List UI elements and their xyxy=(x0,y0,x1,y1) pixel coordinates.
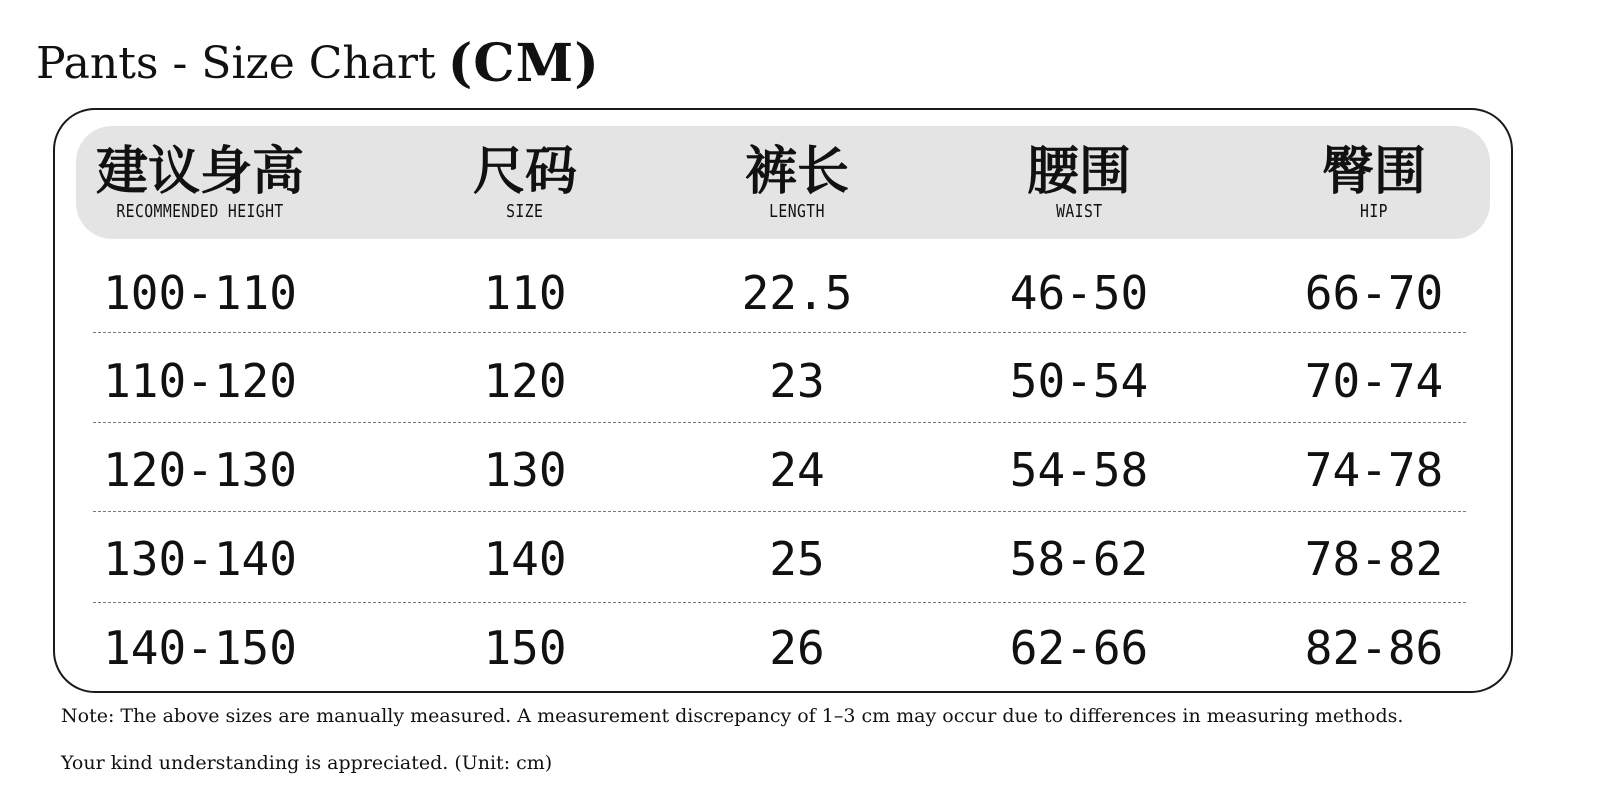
cell-length: 24 xyxy=(769,443,825,497)
cell-hip: 78-82 xyxy=(1304,532,1444,586)
cell-waist: 46-50 xyxy=(1009,266,1149,320)
row-divider xyxy=(93,422,1466,423)
column-header-en: RECOMMENDED HEIGHT xyxy=(116,200,284,222)
cell-waist: 58-62 xyxy=(1009,532,1149,586)
column-header-hip xyxy=(1322,126,1426,239)
column-header-zh: 臀围 xyxy=(1321,141,1427,202)
cell-length: 23 xyxy=(769,354,825,408)
cell-length: 25 xyxy=(769,532,825,586)
cell-size: 120 xyxy=(483,354,567,408)
cell-size: 140 xyxy=(483,532,567,586)
cell-height: 140-150 xyxy=(103,621,297,675)
title-unit: (CM) xyxy=(447,32,600,94)
column-header-en: SIZE xyxy=(506,200,544,222)
cell-height: 110-120 xyxy=(103,354,297,408)
cell-height: 130-140 xyxy=(103,532,297,586)
cell-size: 150 xyxy=(483,621,567,675)
cell-hip: 70-74 xyxy=(1304,354,1444,408)
column-header-zh: 建议身高 xyxy=(95,141,305,202)
column-header-zh: 腰围 xyxy=(1026,141,1132,202)
row-divider xyxy=(93,511,1466,512)
note-line-2: Your kind understanding is appreciated. (Unit: cm) xyxy=(61,752,553,774)
column-header-length xyxy=(745,126,849,239)
column-header-en: HIP xyxy=(1360,200,1388,222)
cell-hip: 66-70 xyxy=(1304,266,1444,320)
column-header-height xyxy=(96,126,304,239)
column-header-size xyxy=(473,126,577,239)
title-text: Pants - Size Chart xyxy=(36,37,436,89)
cell-waist: 54-58 xyxy=(1009,443,1149,497)
row-divider xyxy=(93,332,1466,333)
note-line-1: Note: The above sizes are manually measured. A measurement discrepancy of 1–3 cm may occur due to differences in measuring methods. xyxy=(61,705,1404,727)
cell-height: 120-130 xyxy=(103,443,297,497)
cell-height: 100-110 xyxy=(103,266,297,320)
page-title xyxy=(36,28,600,98)
cell-length: 26 xyxy=(769,621,825,675)
cell-hip: 82-86 xyxy=(1304,621,1444,675)
column-header-zh: 尺码 xyxy=(472,141,578,202)
column-header-zh: 裤长 xyxy=(744,141,850,202)
column-header-en: WAIST xyxy=(1055,200,1103,222)
cell-hip: 74-78 xyxy=(1304,443,1444,497)
cell-length: 22.5 xyxy=(741,266,853,320)
column-header-waist xyxy=(1027,126,1131,239)
cell-waist: 50-54 xyxy=(1009,354,1149,408)
column-header-en: LENGTH xyxy=(769,200,825,222)
cell-size: 110 xyxy=(483,266,567,320)
row-divider xyxy=(93,602,1466,603)
cell-size: 130 xyxy=(483,443,567,497)
cell-waist: 62-66 xyxy=(1009,621,1149,675)
